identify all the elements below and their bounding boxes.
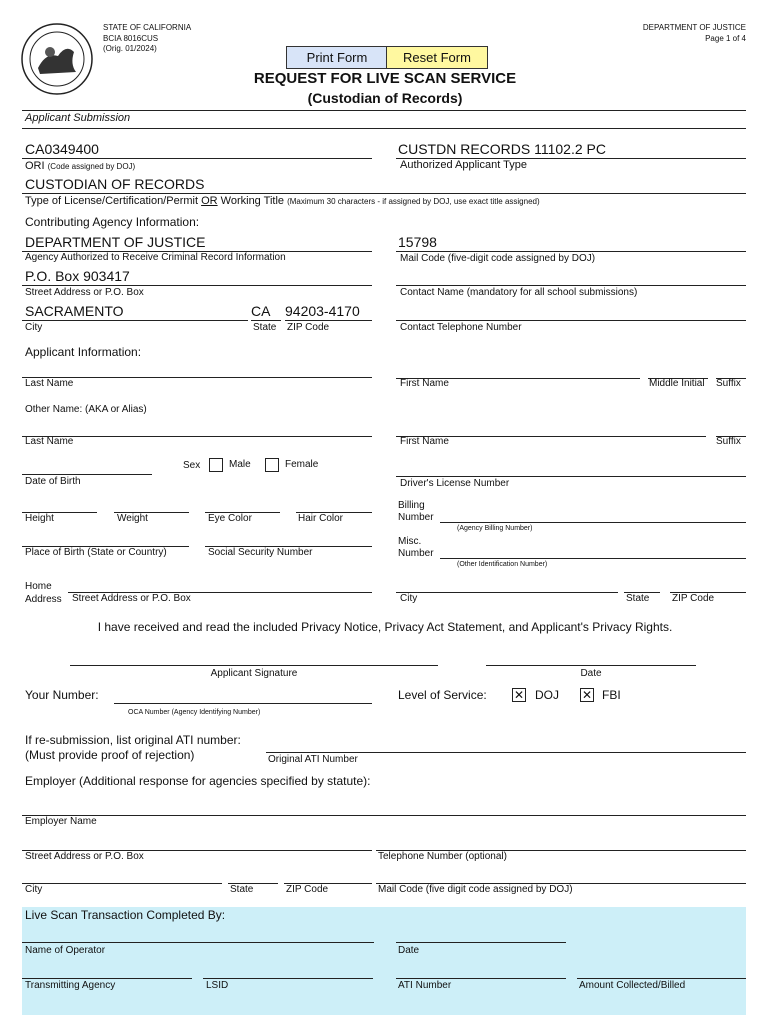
live-scan-heading: Live Scan Transaction Completed By:: [25, 908, 226, 922]
oca-note: OCA Number (Agency Identifying Number): [128, 709, 261, 716]
female-checkbox[interactable]: [265, 458, 279, 472]
live-scan-section: [22, 907, 746, 1015]
first-name-label: First Name: [400, 378, 449, 389]
eye-color-label: Eye Color: [208, 513, 252, 524]
mail-code-value[interactable]: 15798: [398, 234, 437, 250]
department-label: DEPARTMENT OF JUSTICE: [642, 23, 746, 32]
other-name-label: Other Name: (AKA or Alias): [25, 404, 147, 415]
street-value[interactable]: P.O. Box 903417: [25, 268, 130, 284]
billing-label-1: Billing: [398, 500, 425, 511]
employer-state-label: State: [230, 884, 254, 895]
weight-label: Weight: [117, 513, 148, 524]
dob-label: Date of Birth: [25, 476, 81, 487]
transmitting-agency-label: Transmitting Agency: [25, 980, 116, 991]
sex-label: Sex: [183, 460, 201, 471]
home-zip-label: ZIP Code: [672, 593, 715, 604]
state-value[interactable]: CA: [251, 303, 271, 319]
applicant-type-value[interactable]: CUSTDN RECORDS 11102.2 PC: [398, 141, 606, 157]
drivers-license-label: Driver's License Number: [400, 478, 510, 489]
applicant-type-label: Authorized Applicant Type: [400, 159, 527, 171]
misc-label-2: Number: [398, 548, 434, 559]
street-label: Street Address or P.O. Box: [25, 287, 144, 298]
fbi-checkbox[interactable]: ✕: [581, 688, 593, 702]
home-label-1: Home: [25, 581, 52, 592]
employer-heading: Employer (Additional response for agencies specified by statute):: [25, 774, 371, 788]
misc-note: (Other Identification Number): [457, 561, 548, 568]
doj-checkbox[interactable]: ✕: [513, 688, 525, 702]
employer-phone-label: Telephone Number (optional): [378, 851, 507, 862]
home-state-label: State: [626, 593, 650, 604]
privacy-statement: I have received and read the included Privacy Notice, Privacy Act Statement, and Applicant's Privacy Rights.: [97, 620, 673, 634]
middle-initial-label: Middle Initial: [649, 378, 705, 389]
your-number-label: Your Number:: [25, 688, 99, 702]
male-label: Male: [229, 459, 251, 470]
applicant-submission-heading: Applicant Submission: [25, 112, 131, 124]
amount-label: Amount Collected/Billed: [579, 980, 686, 991]
page-number: Page 1 of 4: [705, 34, 746, 43]
applicant-info-heading: Applicant Information:: [25, 345, 142, 359]
signature-date-label: Date: [580, 668, 602, 679]
lsid-label: LSID: [206, 980, 229, 991]
female-label: Female: [285, 459, 319, 470]
home-city-label: City: [400, 593, 418, 604]
resubmission-line1: If re-submission, list original ATI number:: [25, 733, 241, 747]
form-subtitle: (Custodian of Records): [307, 90, 463, 106]
suffix-label: Suffix: [716, 378, 741, 389]
contact-name-label: Contact Name (mandatory for all school submissions): [400, 287, 638, 298]
aka-last-name-label: Last Name: [25, 436, 74, 447]
height-label: Height: [25, 513, 54, 524]
license-label: Type of License/Certification/Permit OR Working Title (Maximum 30 characters - if assigned by DOJ, use exact title assigned): [25, 195, 540, 207]
operator-label: Name of Operator: [25, 945, 106, 956]
resubmission-line2: (Must provide proof of rejection): [25, 748, 195, 762]
print-form-button[interactable]: Print Form: [286, 46, 388, 69]
billing-note: (Agency Billing Number): [457, 525, 533, 532]
live-scan-date-label: Date: [398, 945, 420, 956]
aka-suffix-label: Suffix: [716, 436, 741, 447]
employer-name-label: Employer Name: [25, 816, 97, 827]
mail-code-label: Mail Code (five-digit code assigned by DOJ): [400, 253, 596, 264]
signature-label: Applicant Signature: [210, 668, 298, 679]
ori-value[interactable]: CA0349400: [25, 141, 99, 157]
male-checkbox[interactable]: [209, 458, 223, 472]
fbi-label: FBI: [602, 688, 621, 702]
ori-label: ORI (Code assigned by DOJ): [25, 160, 136, 172]
zip-value[interactable]: 94203-4170: [285, 303, 360, 319]
place-of-birth-label: Place of Birth (State or Country): [25, 547, 167, 558]
employer-street-label: Street Address or P.O. Box: [25, 851, 144, 862]
last-name-label: Last Name: [25, 378, 74, 389]
state-label: STATE OF CALIFORNIA: [103, 23, 192, 32]
state-label-field: State: [253, 322, 277, 333]
misc-label-1: Misc.: [398, 536, 422, 547]
home-street-label: Street Address or P.O. Box: [72, 593, 191, 604]
home-label-2: Address: [25, 594, 62, 605]
contact-phone-label: Contact Telephone Number: [400, 322, 522, 333]
hair-color-label: Hair Color: [298, 513, 344, 524]
agency-label: Agency Authorized to Receive Criminal Record Information: [25, 252, 286, 263]
level-of-service-label: Level of Service:: [398, 688, 487, 702]
form-title: REQUEST FOR LIVE SCAN SERVICE: [253, 70, 517, 87]
ssn-label: Social Security Number: [208, 547, 313, 558]
billing-label-2: Number: [398, 512, 434, 523]
city-label: City: [25, 322, 43, 333]
orig-date: (Orig. 01/2024): [103, 44, 157, 53]
zip-label: ZIP Code: [287, 322, 330, 333]
reset-form-button[interactable]: Reset Form: [386, 46, 488, 69]
license-value[interactable]: CUSTODIAN OF RECORDS: [25, 176, 205, 192]
employer-city-label: City: [25, 884, 43, 895]
employer-zip-label: ZIP Code: [286, 884, 329, 895]
doj-label: DOJ: [535, 688, 559, 702]
ati-number-label: ATI Number: [398, 980, 452, 991]
contributing-agency-heading: Contributing Agency Information:: [25, 215, 200, 229]
city-value[interactable]: SACRAMENTO: [25, 303, 124, 319]
aka-first-name-label: First Name: [400, 436, 449, 447]
form-id: BCIA 8016CUS: [103, 34, 159, 43]
original-ati-label: Original ATI Number: [268, 754, 358, 765]
agency-value[interactable]: DEPARTMENT OF JUSTICE: [25, 234, 206, 250]
employer-mailcode-label: Mail Code (five digit code assigned by DOJ): [378, 884, 573, 895]
